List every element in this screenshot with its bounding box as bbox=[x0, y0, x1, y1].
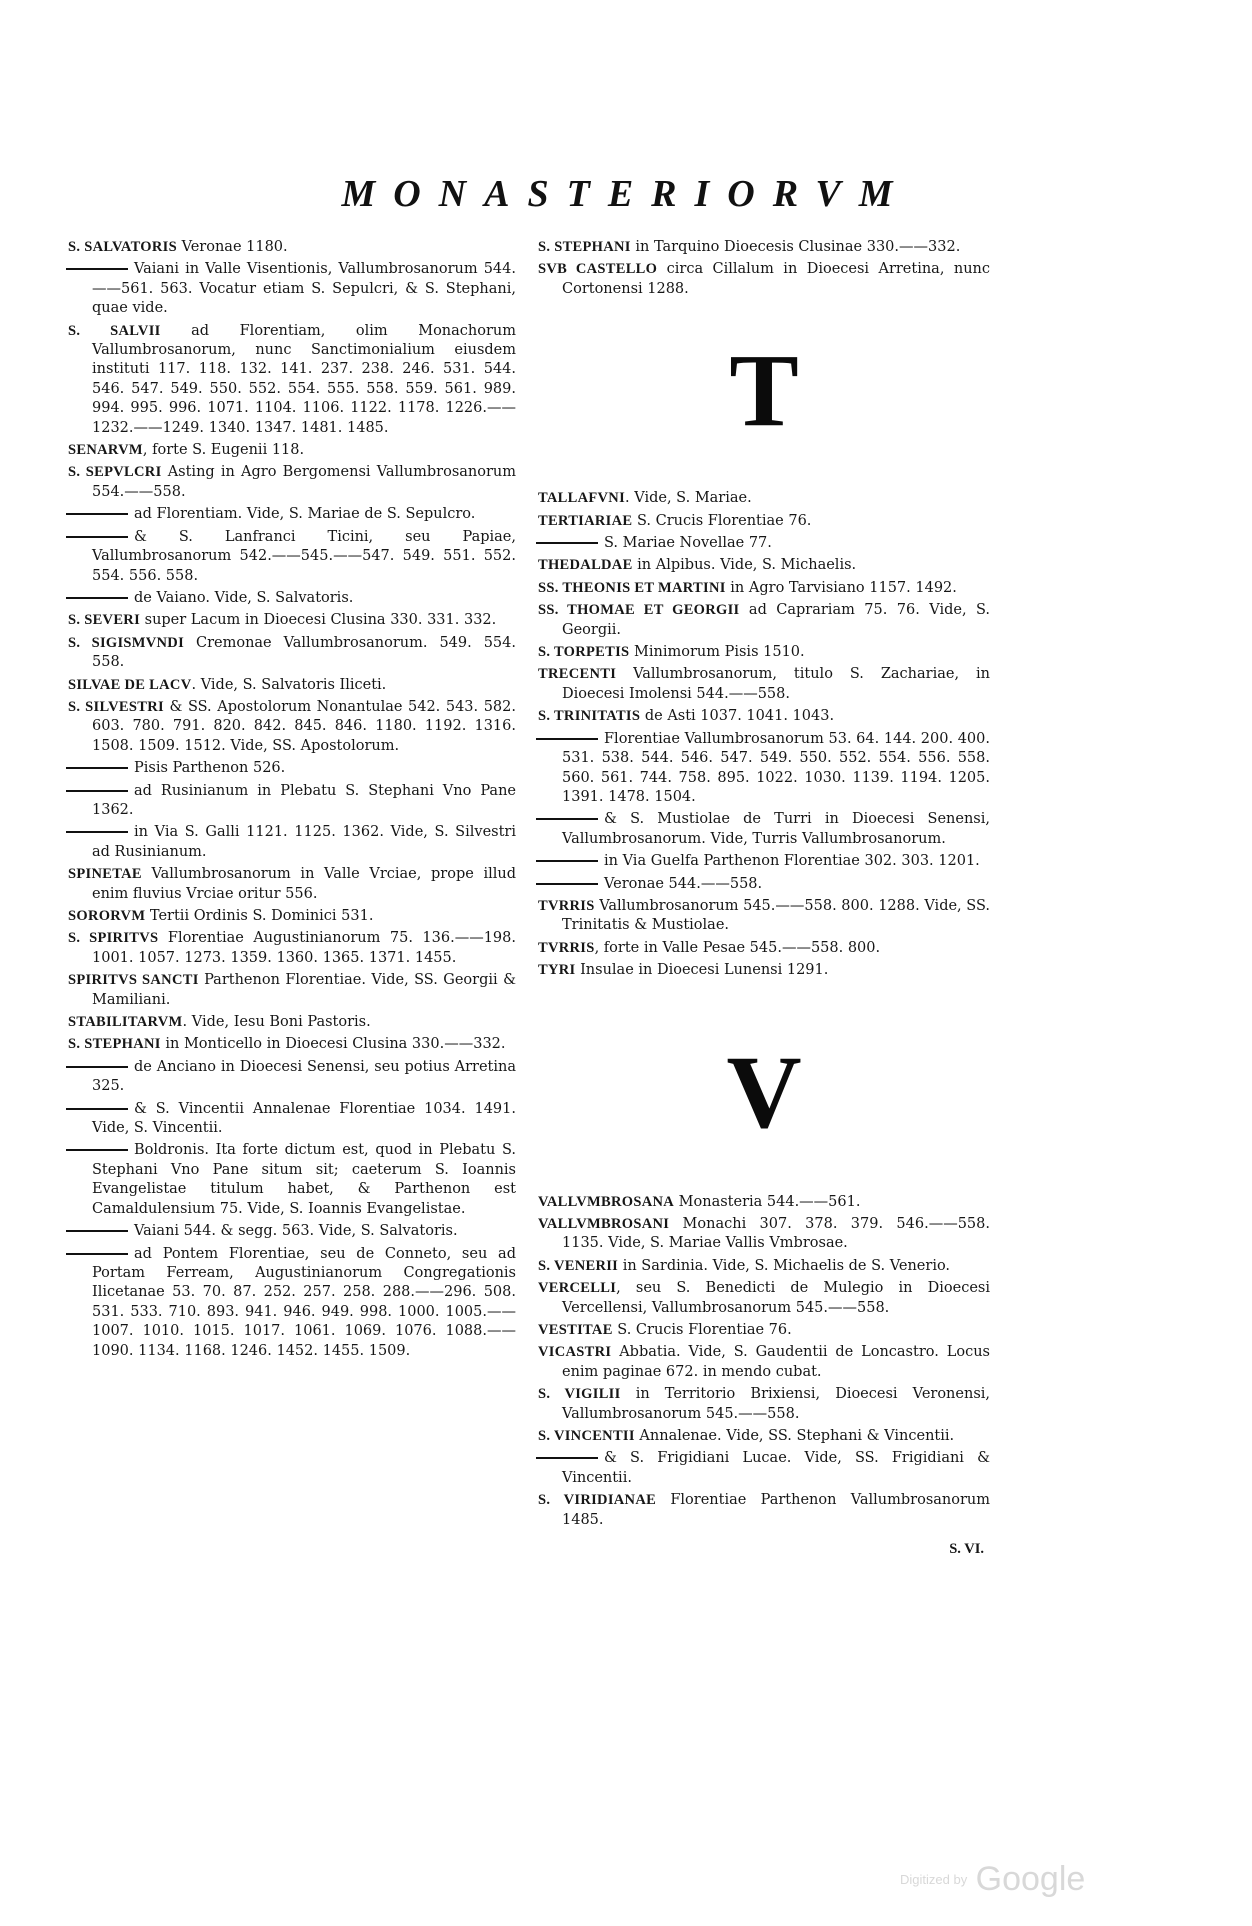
index-entry bbox=[538, 238, 990, 257]
entry-text: Tertii Ordinis S. Dominici 531. bbox=[145, 908, 374, 924]
entry-headword: TVRRIS bbox=[538, 897, 595, 914]
entry-text: de Anciano in Dioecesi Senensi, seu potius Arretina 325. bbox=[92, 1058, 516, 1095]
ditto-dash bbox=[66, 1149, 128, 1151]
index-entry bbox=[538, 1385, 990, 1424]
page-title: MONASTERIORVM bbox=[341, 173, 911, 215]
index-entry bbox=[68, 505, 516, 524]
index-entry bbox=[68, 260, 516, 318]
entry-text: . Vide, Iesu Boni Pastoris. bbox=[182, 1014, 371, 1031]
entry-headword: TVRRIS bbox=[538, 939, 595, 956]
right-top-entry-list bbox=[538, 238, 990, 299]
index-entry bbox=[538, 601, 990, 640]
entry-text: . Vide, S. Salvatoris Iliceti. bbox=[191, 676, 387, 693]
index-entry bbox=[538, 730, 990, 808]
index-entry bbox=[538, 1279, 990, 1318]
ditto-dash bbox=[66, 790, 128, 792]
index-entry bbox=[68, 907, 516, 926]
entry-text: de Asti 1037. 1041. 1043. bbox=[640, 708, 835, 725]
ditto-dash bbox=[66, 1108, 128, 1110]
entry-headword: SPIRITVS SANCTI bbox=[68, 972, 199, 989]
ditto-dash bbox=[66, 268, 128, 270]
entry-text: Parthenon Florentiae. Vide, SS. Georgii & Mamiliani. bbox=[92, 972, 516, 1008]
index-entry bbox=[68, 971, 516, 1010]
entry-headword: TRECENTI bbox=[538, 666, 617, 683]
entry-text: S. Crucis Florentiae 76. bbox=[612, 1322, 792, 1338]
entry-text: ad Rusinianum in Plebatu S. Stephani Vno Pane 1362. bbox=[92, 782, 516, 818]
entry-headword: TERTIARIAE bbox=[538, 512, 633, 529]
entry-text: Vaiani 544. & segg. 563. Vide, S. Salvatoris. bbox=[134, 1223, 458, 1240]
entry-text: , forte S. Eugenii 118. bbox=[142, 442, 305, 459]
index-entry bbox=[68, 823, 516, 862]
entry-headword: S. SIGISMVNDI bbox=[68, 634, 185, 651]
entry-text: Boldronis. Ita forte dictum est, quod in Plebatu S. Stephani Vno Pane situm sit; caeterum S. Ioannis Evangelistae titulum habet, & Parthenon est Camaldulensium 75. Vide, S. Ioannis Evangelistae. bbox=[92, 1142, 516, 1217]
entry-text: in Alpibus. Vide, S. Michaelis. bbox=[632, 557, 857, 574]
entry-headword: S. VIGILII bbox=[538, 1386, 621, 1403]
entry-text: in Via S. Galli 1121. 1125. 1362. Vide, S. Silvestri ad Rusinianum. bbox=[92, 824, 516, 860]
section-letter-v: V bbox=[726, 1034, 802, 1150]
entry-text: in Via Guelfa Parthenon Florentiae 302. 303. 1201. bbox=[604, 853, 980, 870]
index-entry bbox=[538, 1491, 990, 1530]
digitization-watermark bbox=[900, 1860, 1085, 1899]
index-entry bbox=[538, 1193, 990, 1212]
catchword: S. VI. bbox=[949, 1541, 984, 1558]
section-letter-t: T bbox=[729, 333, 799, 449]
index-entry bbox=[538, 875, 990, 894]
index-entry bbox=[68, 698, 516, 756]
entry-headword: S. SPIRITVS bbox=[68, 930, 159, 947]
entry-text: ad Pontem Florentiae, seu de Conneto, seu ad Portam Ferream, Augustinianorum Congregationis Ilicetanae 53. 70. 87. 252. 257. 258. 288.——296. 508. 531. 533. 710. 893. 941. 946. 949. 998. 1000. 1005.——1007. 1010. 1015. 1017. 1061. 1069. 1076. 1088.——1090. 1134. 1168. 1246. 1452. 1455. 1509. bbox=[92, 1245, 516, 1359]
ditto-dash bbox=[536, 860, 598, 862]
entry-headword: S. SILVESTRI bbox=[68, 698, 164, 715]
index-entry bbox=[538, 1215, 990, 1254]
index-entry bbox=[538, 939, 990, 958]
ditto-dash bbox=[536, 818, 598, 820]
entry-headword: STABILITARVM bbox=[68, 1014, 183, 1031]
index-entry bbox=[538, 897, 990, 936]
index-entry bbox=[538, 579, 990, 598]
index-entry bbox=[68, 441, 516, 460]
entry-headword: TYRI bbox=[538, 962, 576, 979]
ditto-dash bbox=[66, 831, 128, 833]
entry-headword: VESTITAE bbox=[538, 1322, 613, 1338]
index-entry bbox=[538, 534, 990, 553]
index-entry bbox=[68, 782, 516, 821]
index-entry bbox=[68, 238, 516, 257]
index-entry bbox=[68, 589, 516, 608]
entry-headword: S. TRINITATIS bbox=[538, 708, 641, 725]
entry-text: , forte in Valle Pesae 545.——558. 800. bbox=[594, 939, 881, 956]
index-entry bbox=[68, 865, 516, 904]
left-column bbox=[68, 238, 516, 1364]
entry-headword: SPINETAE bbox=[68, 866, 142, 883]
entry-text: Veronae 1180. bbox=[176, 239, 288, 255]
right-column bbox=[538, 238, 990, 1559]
index-entry bbox=[538, 852, 990, 871]
entry-headword: SS. THOMAE ET GEORGII bbox=[538, 602, 740, 619]
entry-text: Florentiae Augustinianorum 75. 136.——198. 1001. 1057. 1273. 1359. 1360. 1365. 1371. 1455. bbox=[92, 930, 516, 966]
entry-headword: VALLVMBROSANI bbox=[538, 1215, 670, 1232]
entry-headword: VICASTRI bbox=[538, 1344, 612, 1361]
entry-text: in Monticello in Dioecesi Clusina 330.——332. bbox=[160, 1036, 506, 1053]
entry-text: Florentiae Vallumbrosanorum 53. 64. 144. 200. 400. 531. 538. 544. 546. 547. 549. 550. 552. 554. 556. 558. 560. 561. 744. 758. 895. 1022. 1030. 1139. 1194. 1205. 1391. 1478. 1504. bbox=[562, 730, 990, 805]
entry-text: in Sardinia. Vide, S. Michaelis de S. Venerio. bbox=[618, 1257, 951, 1274]
entry-headword: SORORVM bbox=[68, 908, 146, 924]
entry-text: ad Florentiam. Vide, S. Mariae de S. Sepulcro. bbox=[134, 506, 476, 523]
entry-headword: VALLVMBROSANA bbox=[538, 1193, 675, 1210]
index-entry bbox=[538, 489, 990, 508]
watermark-prefix: Digitized by bbox=[900, 1872, 968, 1887]
index-entry bbox=[68, 322, 516, 438]
index-entry bbox=[538, 1449, 990, 1488]
index-entry bbox=[538, 1257, 990, 1276]
index-entry bbox=[538, 260, 990, 299]
ditto-dash bbox=[66, 1066, 128, 1068]
ditto-dash bbox=[66, 1230, 128, 1232]
ditto-dash bbox=[66, 536, 128, 538]
index-entry bbox=[68, 1035, 516, 1054]
ditto-dash bbox=[536, 1457, 598, 1459]
entry-text: ad Caprariam 75. 76. Vide, S. Georgii. bbox=[562, 602, 990, 638]
entry-text: Pisis Parthenon 526. bbox=[134, 760, 286, 777]
entry-text: , seu S. Benedicti de Mulegio in Dioecesi Vercellensi, Vallumbrosanorum 545.——558. bbox=[562, 1280, 990, 1316]
entry-text: Florentiae Parthenon Vallumbrosanorum 1485. bbox=[562, 1492, 990, 1528]
ditto-dash bbox=[66, 1253, 128, 1255]
ditto-dash bbox=[536, 738, 598, 740]
entry-text: Abbatia. Vide, S. Gaudentii de Loncastro. Locus enim paginae 672. in mendo cubat. bbox=[562, 1344, 990, 1380]
index-entry bbox=[538, 665, 990, 704]
entry-text: Vallumbrosanorum, titulo S. Zachariae, in Dioecesi Imolensi 544.——558. bbox=[562, 666, 990, 702]
entry-text: & S. Lanfranci Ticini, seu Papiae, Vallumbrosanorum 542.——545.——547. 549. 551. 552. 554. 556. 558. bbox=[92, 528, 516, 584]
entry-headword: S. STEPHANI bbox=[538, 239, 631, 255]
entry-text: Vallumbrosanorum 545.——558. 800. 1288. Vide, SS. Trinitatis & Mustiolae. bbox=[562, 897, 990, 934]
entry-text: & SS. Apostolorum Nonantulae 542. 543. 582. 603. 780. 791. 820. 842. 845. 846. 1180. 1192. 1316. 1508. 1509. 1512. Vide, SS. Apostolorum. bbox=[92, 698, 516, 754]
ditto-dash bbox=[536, 542, 598, 544]
index-entry bbox=[68, 1013, 516, 1032]
entry-headword: S. SALVATORIS bbox=[68, 239, 177, 255]
entry-headword: THEDALDAE bbox=[538, 557, 633, 574]
entry-text: & S. Mustiolae de Turri in Dioecesi Senensi, Vallumbrosanorum. Vide, Turris Vallumbrosanorum. bbox=[562, 811, 990, 847]
index-entry bbox=[68, 1100, 516, 1139]
index-entry bbox=[68, 634, 516, 673]
entry-text: in Agro Tarvisiano 1157. 1492. bbox=[725, 579, 957, 596]
entry-text: in Tarquino Dioecesis Clusinae 330.——332. bbox=[630, 239, 961, 255]
entry-text: Annalenae. Vide, SS. Stephani & Vincentii. bbox=[634, 1428, 955, 1445]
index-entry bbox=[538, 1427, 990, 1446]
entry-headword: S. VIRIDIANAE bbox=[538, 1492, 657, 1509]
index-entry bbox=[68, 1141, 516, 1219]
entry-text: Veronae 544.——558. bbox=[604, 875, 763, 892]
entry-headword: TALLAFVNI bbox=[538, 490, 626, 507]
ditto-dash bbox=[66, 767, 128, 769]
index-entry bbox=[538, 961, 990, 980]
index-entry bbox=[538, 810, 990, 849]
entry-headword: SENARVM bbox=[68, 442, 143, 459]
right-bottom-entry-list bbox=[538, 1193, 990, 1531]
entry-headword: S. SEPVLCRI bbox=[68, 464, 162, 481]
index-entry bbox=[68, 759, 516, 778]
entry-text: de Vaiano. Vide, S. Salvatoris. bbox=[134, 589, 354, 606]
entry-text: ad Florentiam, olim Monachorum Vallumbrosanorum, nunc Sanctimonialium eiusdem instituti 117. 118. 132. 141. 237. 238. 246. 531. 544. 546. 547. 549. 550. 552. 554. 555. 558. 559. 561. 989. 994. 995. 996. 1071. 1104. 1106. 1122. 1178. 1226.——1232.——1249. 1340. 1347. 1481. 1485. bbox=[92, 322, 516, 436]
right-mid-entry-list bbox=[538, 489, 990, 980]
ditto-dash bbox=[66, 513, 128, 515]
entry-text: . Vide, S. Mariae. bbox=[625, 490, 752, 507]
index-entry bbox=[68, 528, 516, 586]
entry-text: Monachi 307. 378. 379. 546.——558. 1135. Vide, S. Mariae Vallis Vmbrosae. bbox=[562, 1215, 990, 1252]
entry-text: Monasteria 544.——561. bbox=[674, 1193, 861, 1210]
entry-text: S. Mariae Novellae 77. bbox=[604, 535, 772, 552]
entry-text: Vallumbrosanorum in Valle Vrciae, prope illud enim fluvius Vrciae oritur 556. bbox=[92, 866, 516, 902]
index-entry bbox=[68, 1222, 516, 1241]
index-entry bbox=[538, 556, 990, 575]
ditto-dash bbox=[536, 883, 598, 885]
index-entry bbox=[538, 643, 990, 662]
entry-headword: S. TORPETIS bbox=[538, 644, 630, 661]
entry-text: super Lacum in Dioecesi Clusina 330. 331. 332. bbox=[140, 612, 497, 629]
entry-text: Insulae in Dioecesi Lunensi 1291. bbox=[575, 962, 829, 979]
index-entry bbox=[68, 676, 516, 695]
entry-text: Cremonae Vallumbrosanorum. 549. 554. 558. bbox=[92, 634, 516, 671]
entry-text: & S. Vincentii Annalenae Florentiae 1034. 1491. Vide, S. Vincentii. bbox=[92, 1100, 516, 1137]
index-entry bbox=[68, 611, 516, 630]
entry-headword: VERCELLI bbox=[538, 1280, 617, 1297]
entry-text: Minimorum Pisis 1510. bbox=[629, 644, 805, 661]
index-entry bbox=[538, 512, 990, 531]
entry-headword: S. SEVERI bbox=[68, 612, 141, 629]
index-entry bbox=[68, 929, 516, 968]
entry-text: S. Crucis Florentiae 76. bbox=[632, 512, 812, 529]
entry-text: Asting in Agro Bergomensi Vallumbrosanorum 554.——558. bbox=[92, 464, 516, 500]
entry-headword: SS. THEONIS ET MARTINI bbox=[538, 579, 726, 596]
entry-text: in Territorio Brixiensi, Dioecesi Veronensi, Vallumbrosanorum 545.——558. bbox=[562, 1386, 991, 1422]
index-entry bbox=[538, 1321, 990, 1340]
entry-text: circa Cillalum in Dioecesi Arretina, nunc Cortonensi 1288. bbox=[562, 261, 990, 297]
index-entry bbox=[68, 1245, 516, 1361]
index-entry bbox=[68, 1058, 516, 1097]
index-entry bbox=[68, 463, 516, 502]
entry-headword: S. VENERII bbox=[538, 1257, 619, 1274]
entry-headword: SVB CASTELLO bbox=[538, 261, 658, 278]
index-entry bbox=[538, 707, 990, 726]
entry-text: & S. Frigidiani Lucae. Vide, SS. Frigidiani & Vincentii. bbox=[562, 1450, 990, 1486]
watermark-brand: Google bbox=[975, 1860, 1086, 1898]
entry-headword: S. STEPHANI bbox=[68, 1036, 161, 1053]
entry-text: Vaiani in Valle Visentionis, Vallumbrosanorum 544.——561. 563. Vocatur etiam S. Sepulcri, & S. Stephani, quae vide. bbox=[92, 261, 516, 317]
entry-headword: SILVAE DE LACV bbox=[68, 676, 192, 693]
entry-headword: S. SALVII bbox=[68, 322, 161, 339]
left-entry-list bbox=[68, 238, 516, 1361]
index-entry bbox=[538, 1343, 990, 1382]
ditto-dash bbox=[66, 597, 128, 599]
entry-headword: S. VINCENTII bbox=[538, 1428, 635, 1445]
